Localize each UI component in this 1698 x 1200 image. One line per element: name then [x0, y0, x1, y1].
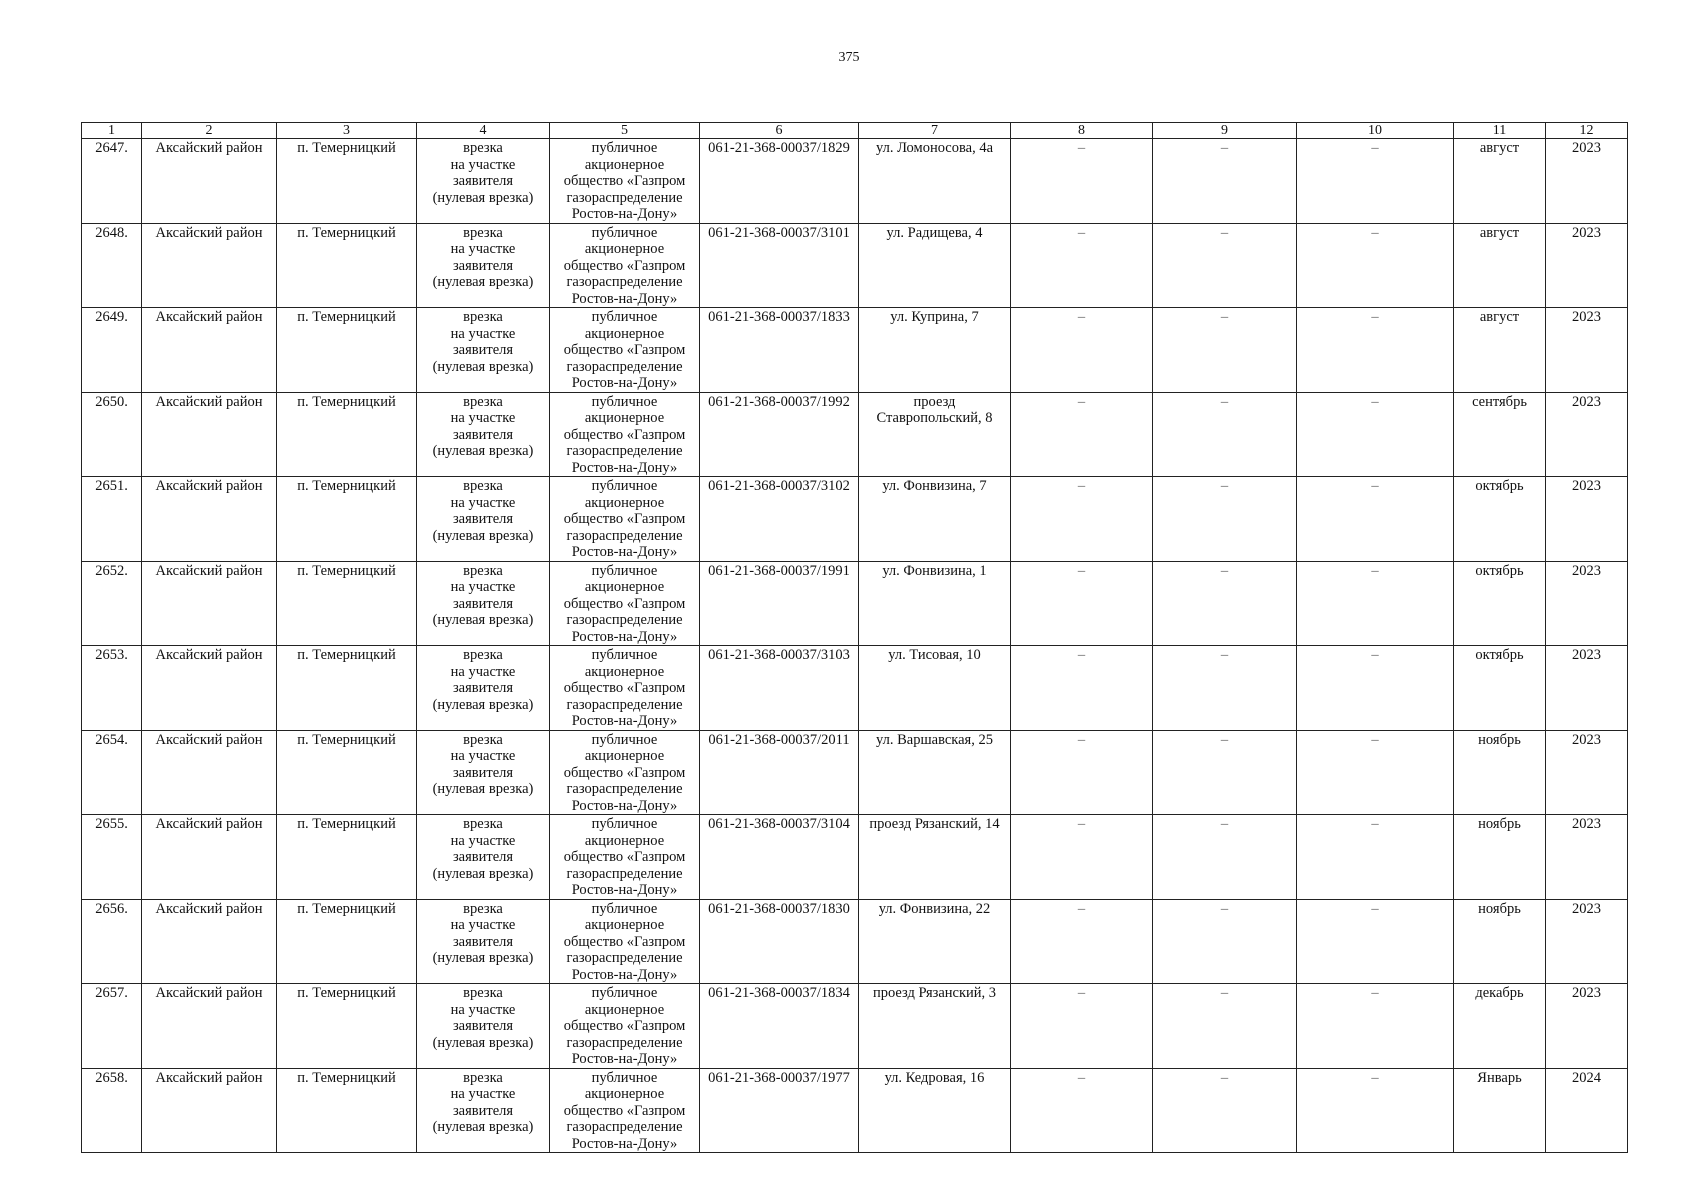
- work-type-cell-line: врезка: [463, 224, 503, 241]
- month-cell: октябрь: [1454, 561, 1546, 646]
- code-cell: 061-21-368-00037/1829: [700, 139, 859, 224]
- table-row: [82, 223, 1628, 308]
- address-cell-line: ул. Радищева, 4: [886, 224, 983, 241]
- column-8-cell: –: [1011, 139, 1153, 224]
- column-10-cell: –: [1297, 139, 1454, 224]
- column-10-cell: –: [1297, 223, 1454, 308]
- column-9-cell: –: [1153, 477, 1297, 562]
- district-cell: Аксайский район: [142, 223, 277, 308]
- work-type-cell-line: на участке: [450, 1086, 516, 1102]
- work-type-cell-line: на участке: [450, 494, 516, 511]
- owner-cell: [550, 477, 700, 562]
- column-9-cell: –: [1153, 899, 1297, 984]
- work-type-cell-line: врезка: [463, 900, 503, 917]
- address-cell-line: проезд: [913, 393, 956, 410]
- work-type-cell: [417, 308, 550, 393]
- month-cell: Январь: [1454, 1068, 1546, 1153]
- owner-cell-line: акционерное: [584, 494, 665, 511]
- month-cell: ноябрь: [1454, 815, 1546, 900]
- column-10-cell: –: [1297, 730, 1454, 815]
- work-type-cell-line: врезка: [463, 562, 503, 579]
- code-cell: 061-21-368-00037/3104: [700, 815, 859, 900]
- owner-cell: [550, 899, 700, 984]
- owner-cell-line: общество «Газпром: [563, 680, 686, 696]
- owner-cell-line: общество «Газпром: [563, 1018, 686, 1034]
- year-cell: 2024: [1546, 1068, 1628, 1153]
- column-8-cell: –: [1011, 223, 1153, 308]
- owner-cell: [550, 139, 700, 224]
- year-cell: 2023: [1546, 392, 1628, 477]
- column-header-6: 6: [700, 123, 859, 139]
- work-type-cell-line: заявителя: [452, 933, 514, 950]
- row-number-cell: 2647.: [82, 139, 142, 224]
- settlement-cell: п. Темерницкий: [277, 139, 417, 224]
- address-cell: [859, 730, 1011, 815]
- row-number-cell: 2655.: [82, 815, 142, 900]
- work-type-cell-line: заявителя: [452, 342, 514, 358]
- owner-cell-line: газораспределение: [566, 612, 683, 628]
- work-type-cell-line: (нулевая врезка): [432, 358, 534, 375]
- work-type-cell-line: (нулевая врезка): [432, 189, 534, 206]
- owner-cell: [550, 223, 700, 308]
- address-cell: [859, 308, 1011, 393]
- table-row: [82, 899, 1628, 984]
- work-type-cell-line: (нулевая врезка): [432, 696, 534, 713]
- row-number-cell: 2651.: [82, 477, 142, 562]
- work-type-cell-line: (нулевая врезка): [432, 865, 534, 882]
- owner-cell-line: общество «Газпром: [563, 1102, 686, 1119]
- work-type-cell-line: врезка: [463, 647, 503, 663]
- column-10-cell: –: [1297, 899, 1454, 984]
- column-header-11: 11: [1454, 123, 1546, 139]
- settlement-cell: п. Темерницкий: [277, 730, 417, 815]
- column-10-cell: –: [1297, 646, 1454, 731]
- work-type-cell-line: заявителя: [452, 595, 514, 612]
- row-number-cell: 2648.: [82, 223, 142, 308]
- district-cell: Аксайский район: [142, 984, 277, 1069]
- work-type-cell-line: на участке: [450, 410, 516, 426]
- column-8-cell: –: [1011, 984, 1153, 1069]
- work-type-cell-line: (нулевая врезка): [432, 1034, 534, 1051]
- settlement-cell: п. Темерницкий: [277, 223, 417, 308]
- work-type-cell-line: на участке: [450, 579, 516, 595]
- row-number-cell: 2658.: [82, 1068, 142, 1153]
- work-type-cell-line: врезка: [463, 309, 503, 325]
- owner-cell-line: акционерное: [584, 325, 665, 342]
- row-number-cell: 2657.: [82, 984, 142, 1069]
- work-type-cell: [417, 392, 550, 477]
- column-8-cell: –: [1011, 561, 1153, 646]
- owner-cell-line: публичное: [591, 985, 658, 1001]
- column-8-cell: –: [1011, 392, 1153, 477]
- address-cell: [859, 223, 1011, 308]
- owner-cell-line: общество «Газпром: [563, 173, 686, 189]
- table-row: [82, 139, 1628, 224]
- month-cell: август: [1454, 139, 1546, 224]
- column-9-cell: –: [1153, 1068, 1297, 1153]
- row-number-cell: 2652.: [82, 561, 142, 646]
- work-type-cell-line: заявителя: [452, 764, 514, 781]
- work-type-cell-line: на участке: [450, 832, 516, 849]
- code-cell: 061-21-368-00037/1977: [700, 1068, 859, 1153]
- owner-cell-line: газораспределение: [566, 865, 683, 882]
- column-9-cell: –: [1153, 646, 1297, 731]
- settlement-cell: п. Темерницкий: [277, 984, 417, 1069]
- owner-cell-line: Ростов-на-Дону»: [571, 628, 678, 645]
- work-type-cell-line: на участке: [450, 156, 516, 173]
- column-8-cell: –: [1011, 730, 1153, 815]
- column-header-2: 2: [142, 123, 277, 139]
- owner-cell-line: публичное: [591, 731, 658, 748]
- address-cell: [859, 477, 1011, 562]
- column-10-cell: –: [1297, 1068, 1454, 1153]
- row-number-cell: 2650.: [82, 392, 142, 477]
- column-10-cell: –: [1297, 984, 1454, 1069]
- code-cell: 061-21-368-00037/1830: [700, 899, 859, 984]
- owner-cell: [550, 1068, 700, 1153]
- district-cell: Аксайский район: [142, 561, 277, 646]
- owner-cell-line: акционерное: [584, 663, 665, 680]
- owner-cell-line: газораспределение: [566, 1119, 683, 1135]
- row-number-cell: 2656.: [82, 899, 142, 984]
- code-cell: 061-21-368-00037/1992: [700, 392, 859, 477]
- column-9-cell: –: [1153, 392, 1297, 477]
- owner-cell-line: общество «Газпром: [563, 933, 686, 950]
- column-9-cell: –: [1153, 730, 1297, 815]
- page-number: 375: [838, 50, 860, 65]
- owner-cell: [550, 730, 700, 815]
- owner-cell-line: общество «Газпром: [563, 342, 686, 358]
- column-8-cell: –: [1011, 1068, 1153, 1153]
- district-cell: Аксайский район: [142, 815, 277, 900]
- owner-cell-line: публичное: [591, 1069, 658, 1086]
- year-cell: 2023: [1546, 815, 1628, 900]
- year-cell: 2023: [1546, 477, 1628, 562]
- district-cell: Аксайский район: [142, 646, 277, 731]
- code-cell: 061-21-368-00037/2011: [700, 730, 859, 815]
- address-cell-line: Ставропольский, 8: [876, 410, 993, 426]
- work-type-cell-line: врезка: [463, 140, 503, 156]
- work-type-cell: [417, 561, 550, 646]
- table-body: [82, 139, 1628, 1153]
- code-cell: 061-21-368-00037/1834: [700, 984, 859, 1069]
- month-cell: октябрь: [1454, 646, 1546, 731]
- owner-cell-line: публичное: [591, 309, 658, 325]
- work-type-cell-line: заявителя: [452, 173, 514, 189]
- work-type-cell-line: на участке: [450, 241, 516, 257]
- table-row: [82, 646, 1628, 731]
- table-row: [82, 477, 1628, 562]
- work-type-cell-line: (нулевая врезка): [432, 612, 534, 628]
- year-cell: 2023: [1546, 308, 1628, 393]
- owner-cell-line: общество «Газпром: [563, 764, 686, 781]
- work-type-cell-line: заявителя: [452, 1018, 514, 1034]
- month-cell: август: [1454, 223, 1546, 308]
- work-type-cell-line: (нулевая врезка): [432, 527, 534, 544]
- owner-cell-line: акционерное: [584, 410, 665, 426]
- owner-cell: [550, 646, 700, 731]
- table-row: [82, 392, 1628, 477]
- owner-cell: [550, 392, 700, 477]
- code-cell: 061-21-368-00037/1991: [700, 561, 859, 646]
- work-type-cell: [417, 815, 550, 900]
- owner-cell-line: публичное: [591, 140, 658, 156]
- work-type-cell-line: (нулевая врезка): [432, 1119, 534, 1135]
- owner-cell-line: газораспределение: [566, 696, 683, 713]
- work-type-cell-line: (нулевая врезка): [432, 781, 534, 797]
- owner-cell-line: акционерное: [584, 1001, 665, 1018]
- settlement-cell: п. Темерницкий: [277, 477, 417, 562]
- column-9-cell: –: [1153, 139, 1297, 224]
- owner-cell-line: газораспределение: [566, 358, 683, 375]
- table-row: [82, 815, 1628, 900]
- address-cell-line: проезд Рязанский, 14: [869, 816, 1000, 832]
- address-cell: [859, 561, 1011, 646]
- column-header-10: 10: [1297, 123, 1454, 139]
- address-cell: [859, 139, 1011, 224]
- work-type-cell: [417, 646, 550, 731]
- owner-cell-line: публичное: [591, 478, 658, 494]
- work-type-cell-line: на участке: [450, 917, 516, 933]
- owner-cell-line: Ростов-на-Дону»: [571, 713, 678, 729]
- owner-cell-line: Ростов-на-Дону»: [571, 1135, 678, 1152]
- work-type-cell-line: врезка: [463, 393, 503, 410]
- settlement-cell: п. Темерницкий: [277, 646, 417, 731]
- owner-cell-line: Ростов-на-Дону»: [571, 797, 678, 814]
- settlement-cell: п. Темерницкий: [277, 815, 417, 900]
- owner-cell-line: газораспределение: [566, 274, 683, 290]
- work-type-cell: [417, 984, 550, 1069]
- owner-cell-line: Ростов-на-Дону»: [571, 206, 678, 222]
- address-cell-line: ул. Фонвизина, 22: [878, 900, 991, 917]
- month-cell: октябрь: [1454, 477, 1546, 562]
- owner-cell-line: газораспределение: [566, 189, 683, 206]
- table-header: [82, 123, 1628, 139]
- work-type-cell: [417, 223, 550, 308]
- column-header-4: 4: [417, 123, 550, 139]
- column-header-9: 9: [1153, 123, 1297, 139]
- work-type-cell-line: врезка: [463, 985, 503, 1001]
- address-cell-line: ул. Фонвизина, 7: [882, 478, 987, 494]
- work-type-cell: [417, 477, 550, 562]
- work-type-cell: [417, 730, 550, 815]
- column-10-cell: –: [1297, 308, 1454, 393]
- work-type-cell-line: врезка: [463, 1069, 503, 1086]
- column-9-cell: –: [1153, 223, 1297, 308]
- address-cell-line: ул. Фонвизина, 1: [882, 562, 987, 579]
- column-header-3: 3: [277, 123, 417, 139]
- district-cell: Аксайский район: [142, 139, 277, 224]
- work-type-cell-line: заявителя: [452, 426, 514, 443]
- column-header-8: 8: [1011, 123, 1153, 139]
- owner-cell-line: акционерное: [584, 917, 665, 933]
- table-row: [82, 308, 1628, 393]
- table-row: [82, 984, 1628, 1069]
- settlement-cell: п. Темерницкий: [277, 561, 417, 646]
- month-cell: сентябрь: [1454, 392, 1546, 477]
- owner-cell-line: газораспределение: [566, 950, 683, 966]
- owner-cell-line: акционерное: [584, 748, 665, 764]
- owner-cell-line: акционерное: [584, 241, 665, 257]
- work-type-cell-line: заявителя: [452, 511, 514, 527]
- column-10-cell: –: [1297, 392, 1454, 477]
- work-type-cell-line: (нулевая врезка): [432, 950, 534, 966]
- owner-cell-line: газораспределение: [566, 1034, 683, 1051]
- work-type-cell-line: врезка: [463, 816, 503, 832]
- work-type-cell-line: на участке: [450, 1001, 516, 1018]
- owner-cell-line: общество «Газпром: [563, 511, 686, 527]
- address-cell: [859, 815, 1011, 900]
- month-cell: декабрь: [1454, 984, 1546, 1069]
- owner-cell-line: публичное: [591, 900, 658, 917]
- column-10-cell: –: [1297, 815, 1454, 900]
- work-type-cell-line: на участке: [450, 663, 516, 680]
- column-8-cell: –: [1011, 646, 1153, 731]
- address-cell: [859, 984, 1011, 1069]
- owner-cell: [550, 561, 700, 646]
- row-number-cell: 2653.: [82, 646, 142, 731]
- owner-cell-line: общество «Газпром: [563, 426, 686, 443]
- settlement-cell: п. Темерницкий: [277, 899, 417, 984]
- column-header-5: 5: [550, 123, 700, 139]
- work-type-cell-line: врезка: [463, 731, 503, 748]
- owner-cell: [550, 815, 700, 900]
- address-cell-line: ул. Куприна, 7: [890, 309, 979, 325]
- address-cell: [859, 1068, 1011, 1153]
- code-cell: 061-21-368-00037/3103: [700, 646, 859, 731]
- owner-cell: [550, 984, 700, 1069]
- table-row: [82, 561, 1628, 646]
- work-type-cell-line: заявителя: [452, 257, 514, 274]
- owner-cell-line: акционерное: [584, 579, 665, 595]
- work-type-cell-line: заявителя: [452, 1102, 514, 1119]
- address-cell-line: ул. Кедровая, 16: [884, 1069, 985, 1086]
- owner-cell-line: Ростов-на-Дону»: [571, 459, 678, 476]
- header-row: [82, 123, 1628, 139]
- row-number-cell: 2654.: [82, 730, 142, 815]
- year-cell: 2023: [1546, 223, 1628, 308]
- table-row: [82, 730, 1628, 815]
- row-number-cell: 2649.: [82, 308, 142, 393]
- owner-cell-line: публичное: [591, 224, 658, 241]
- work-type-cell-line: заявителя: [452, 680, 514, 696]
- column-8-cell: –: [1011, 308, 1153, 393]
- owner-cell-line: публичное: [591, 816, 658, 832]
- column-9-cell: –: [1153, 815, 1297, 900]
- code-cell: 061-21-368-00037/3102: [700, 477, 859, 562]
- district-cell: Аксайский район: [142, 308, 277, 393]
- owner-cell: [550, 308, 700, 393]
- column-header-1: 1: [82, 123, 142, 139]
- owner-cell-line: акционерное: [584, 156, 665, 173]
- data-table: [81, 122, 1628, 1153]
- column-8-cell: –: [1011, 815, 1153, 900]
- address-cell-line: ул. Тисовая, 10: [888, 647, 981, 663]
- owner-cell-line: Ростов-на-Дону»: [571, 544, 678, 560]
- column-9-cell: –: [1153, 984, 1297, 1069]
- owner-cell-line: Ростов-на-Дону»: [571, 375, 678, 391]
- year-cell: 2023: [1546, 984, 1628, 1069]
- month-cell: ноябрь: [1454, 730, 1546, 815]
- column-10-cell: –: [1297, 477, 1454, 562]
- column-9-cell: –: [1153, 561, 1297, 646]
- address-cell: [859, 646, 1011, 731]
- owner-cell-line: Ростов-на-Дону»: [571, 966, 678, 983]
- column-10-cell: –: [1297, 561, 1454, 646]
- address-cell-line: ул. Ломоносова, 4а: [875, 140, 994, 156]
- work-type-cell: [417, 139, 550, 224]
- year-cell: 2023: [1546, 646, 1628, 731]
- year-cell: 2023: [1546, 899, 1628, 984]
- settlement-cell: п. Темерницкий: [277, 392, 417, 477]
- owner-cell-line: Ростов-на-Дону»: [571, 882, 678, 898]
- year-cell: 2023: [1546, 139, 1628, 224]
- owner-cell-line: Ростов-на-Дону»: [571, 1051, 678, 1067]
- year-cell: 2023: [1546, 730, 1628, 815]
- owner-cell-line: газораспределение: [566, 527, 683, 544]
- column-8-cell: –: [1011, 899, 1153, 984]
- code-cell: 061-21-368-00037/3101: [700, 223, 859, 308]
- address-cell: [859, 392, 1011, 477]
- work-type-cell-line: врезка: [463, 478, 503, 494]
- owner-cell-line: публичное: [591, 647, 658, 663]
- settlement-cell: п. Темерницкий: [277, 1068, 417, 1153]
- owner-cell-line: публичное: [591, 562, 658, 579]
- owner-cell-line: общество «Газпром: [563, 257, 686, 274]
- owner-cell-line: публичное: [591, 393, 658, 410]
- district-cell: Аксайский район: [142, 1068, 277, 1153]
- address-cell-line: проезд Рязанский, 3: [872, 985, 997, 1001]
- address-cell-line: ул. Варшавская, 25: [876, 731, 993, 748]
- owner-cell-line: акционерное: [584, 832, 665, 849]
- district-cell: Аксайский район: [142, 477, 277, 562]
- code-cell: 061-21-368-00037/1833: [700, 308, 859, 393]
- owner-cell-line: газораспределение: [566, 443, 683, 459]
- work-type-cell: [417, 899, 550, 984]
- month-cell: август: [1454, 308, 1546, 393]
- work-type-cell: [417, 1068, 550, 1153]
- district-cell: Аксайский район: [142, 899, 277, 984]
- work-type-cell-line: (нулевая врезка): [432, 274, 534, 290]
- district-cell: Аксайский район: [142, 730, 277, 815]
- column-8-cell: –: [1011, 477, 1153, 562]
- work-type-cell-line: на участке: [450, 748, 516, 764]
- work-type-cell-line: (нулевая врезка): [432, 443, 534, 459]
- table-row: [82, 1068, 1628, 1153]
- owner-cell-line: общество «Газпром: [563, 849, 686, 865]
- column-header-12: 12: [1546, 123, 1628, 139]
- owner-cell-line: газораспределение: [566, 781, 683, 797]
- owner-cell-line: акционерное: [584, 1086, 665, 1102]
- column-9-cell: –: [1153, 308, 1297, 393]
- district-cell: Аксайский район: [142, 392, 277, 477]
- owner-cell-line: общество «Газпром: [563, 595, 686, 612]
- work-type-cell-line: на участке: [450, 325, 516, 342]
- settlement-cell: п. Темерницкий: [277, 308, 417, 393]
- month-cell: ноябрь: [1454, 899, 1546, 984]
- year-cell: 2023: [1546, 561, 1628, 646]
- work-type-cell-line: заявителя: [452, 849, 514, 865]
- owner-cell-line: Ростов-на-Дону»: [571, 290, 678, 307]
- address-cell: [859, 899, 1011, 984]
- column-header-7: 7: [859, 123, 1011, 139]
